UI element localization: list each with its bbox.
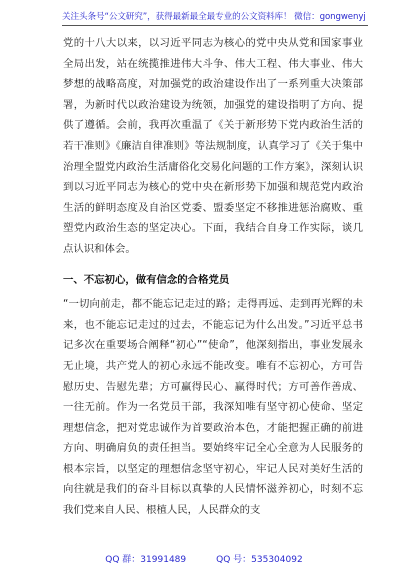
header-divider bbox=[62, 25, 368, 26]
page-header-banner: 关注头条号“公文研究”，获得最新最全最专业的公文资料库！ 微信：gongwenyj bbox=[62, 12, 366, 22]
section-heading: 一、不忘初心，做有信念的合格党员 bbox=[63, 273, 230, 286]
paragraph-spacer bbox=[63, 260, 363, 270]
footer-qq-number: QQ 号：535304092 bbox=[216, 555, 303, 565]
document-body bbox=[63, 33, 363, 521]
footer-qq-group: QQ 群：31991489 bbox=[105, 555, 187, 565]
body-paragraph-1: 党的十八大以来，以习近平同志为核心的党中央从党和国家事业全局出发，站在统揽推进伟大斗争、伟大工程、伟大事业、伟大梦想的战略高度，对加强党的政治建设作出了一系列重大决策部署，为新时代以政治建设为统领，加强党的建设指明了方向、提供了遵循。会前，我再次重温了《关于新形势下党内政治生活的若干准则》《廉洁自律准则》等法规制度，认真学习了《关于集中治理全盟党内政治生活庸俗化交易化问题的工作方案》，深刻认识到以习近平同志为核心的党中央在新形势下加强和规范党内政治生活的鲜明态度及自治区党委、盟委坚定不移推进惩治腐败、重塑党内政治生态的坚定决心。下面，我结合自身工作实际，谈几点认识和体会。 bbox=[63, 37, 363, 255]
page-footer bbox=[0, 554, 408, 566]
body-paragraph-2: “一切向前走，都不能忘记走过的路；走得再远、走到再光辉的未来，也不能忘记走过的过去，不能忘记为什么出发。”习近平总书记多次在重要场合阐释“初心”“使命”，他深刻指出，事业发展永无止境，共产党人的初心永远不能改变。唯有不忘初心，方可告慰历史、告慰先辈；方可赢得民心、赢得时代；方可善作善成、一往无前。作为一名党员干部，我深知唯有坚守初心使命、坚定理想信念，把对党忠诚作为首要政治本色，才能把握正确的前进方向、明确肩负的责任担当。要始终牢记全心全意为人民服务的根本宗旨，以坚定的理想信念坚守初心，牢记人民对美好生活的向往就是我们的奋斗目标以真挚的人民情怀滋养初心，时刻不忘我们党来自人民、根植人民，人民群众的支 bbox=[63, 298, 363, 517]
